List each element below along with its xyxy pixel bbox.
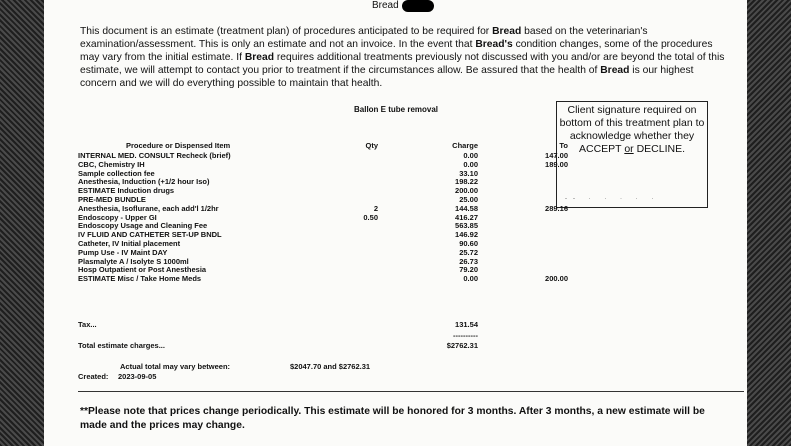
pet-name-header: Bread	[372, 0, 399, 11]
line-item-name: Endoscopy - Upper GI	[78, 212, 157, 222]
line-item-charge: 79.20	[459, 265, 478, 275]
column-header-item: Procedure or Dispensed Item	[126, 141, 231, 150]
line-item-charge: 198.22	[455, 177, 478, 187]
total-label: Total estimate charges...	[78, 341, 165, 350]
line-item-name: Plasmalyte A / Isolyte S 1000ml	[78, 256, 189, 266]
column-header-charge: Charge	[452, 141, 478, 150]
intro-text-2: based on the veterinarian's examination/assessment. This is only an estimate and not an invoice. In the event that	[80, 26, 648, 51]
signature-scan-marks: -- · · · · ·	[565, 196, 660, 202]
intro-text-1: This document is an estimate (treatment plan) of procedures anticipated to be required for	[80, 26, 493, 37]
intro-text-5: is our highest concern and we will do everything possible to maintain that health.	[80, 65, 694, 90]
signature-notice-text	[557, 104, 707, 156]
intro-pet-name-2: Bread's	[475, 39, 513, 51]
tax-label: Tax...	[78, 320, 97, 329]
estimate-title: Ballon E tube removal	[354, 105, 439, 114]
intro-pet-name-1: Bread	[492, 26, 522, 37]
line-item-charge: 26.73	[459, 256, 478, 266]
line-item-name: ESTIMATE Misc / Take Home Meds	[78, 274, 202, 284]
created-label: Created:	[78, 372, 109, 381]
line-item-charge: 0.00	[463, 151, 478, 160]
signature-notice-line1: Client signature required on bottom of this treatment plan to acknowledge whether they ACCEPT	[559, 104, 705, 155]
line-item-name: Sample collection fee	[78, 168, 155, 178]
line-item-total: 200.00	[545, 274, 568, 284]
tax-value: 131.54	[455, 320, 478, 329]
line-item-name: IV FLUID AND CATHETER SET-UP BNDL	[78, 230, 222, 240]
line-item-total: 189.00	[545, 159, 568, 169]
intro-pet-name-3: Bread	[244, 52, 274, 64]
line-item-charge: 33.10	[459, 168, 478, 178]
line-item-charge: 200.00	[455, 186, 478, 196]
line-item-name: PRE-MED BUNDLE	[78, 195, 146, 204]
line-item-charge: 563.85	[455, 221, 478, 231]
line-item-name: Endoscopy Usage and Cleaning Fee	[78, 221, 208, 231]
signature-notice-box	[556, 101, 708, 208]
range-value: $2047.70 and $2762.31	[290, 362, 371, 371]
line-item-charge: 25.00	[459, 195, 478, 204]
intro-pet-name-4: Bread	[600, 65, 630, 77]
line-item-name: Anesthesia, Induction (+1/2 hour Iso)	[78, 177, 210, 187]
line-item-charge: 0.00	[463, 159, 478, 169]
line-item-charge: 416.27	[455, 212, 478, 222]
redaction-mark	[402, 0, 434, 12]
line-item-name: ESTIMATE Induction drugs	[78, 186, 175, 196]
intro-paragraph	[80, 25, 730, 90]
signature-notice-line2: DECLINE.	[633, 143, 686, 155]
scanner-edge-right	[747, 0, 791, 446]
created-value: 2023-09-05	[118, 372, 157, 381]
line-item-name: CBC, Chemistry IH	[78, 159, 145, 169]
column-header-qty: Qty	[365, 141, 378, 150]
line-item-charge: 0.00	[463, 274, 478, 284]
line-item-qty: 2	[373, 203, 378, 213]
line-item-name: Pump Use - IV Maint DAY	[78, 247, 168, 257]
line-item-charge: 25.72	[459, 247, 478, 257]
line-item-name: Anesthesia, Isoflurane, each add'l 1/2hr	[78, 203, 219, 213]
estimate-document	[44, 0, 747, 446]
line-item-name: INTERNAL MED. CONSULT Recheck (brief)	[78, 151, 231, 160]
intro-text-4: requires additional treatments previously not discussed with you and/or are beyond the total of this estimate, we will attempt to contact you prior to treatment if the circumstances allow. Be assured that the health of	[80, 52, 725, 77]
divider	[78, 391, 744, 392]
intro-text-3: condition changes, some of the procedures may vary from the initial estimate. If	[80, 39, 713, 64]
scanner-edge-left	[0, 0, 44, 446]
line-item-qty: 0.50	[363, 212, 378, 222]
line-item-name: Hosp Outpatient or Post Anesthesia	[78, 265, 207, 275]
footer-note: **Please note that prices change periodically. This estimate will be honored for 3 months. After 3 months, a new estimate will be made and the prices may change.	[80, 406, 705, 431]
total-value: $2762.31	[446, 341, 478, 350]
subtotal-dashes: ----------	[453, 331, 478, 340]
line-item-charge: 146.92	[455, 230, 478, 240]
range-label: Actual total may vary between:	[120, 362, 231, 371]
line-item-charge: 90.60	[459, 239, 478, 248]
line-item-total: 147.00	[545, 151, 568, 160]
column-header-total: To	[559, 141, 568, 150]
signature-notice-or: or	[624, 143, 634, 155]
line-item-total: 289.16	[545, 203, 568, 213]
line-item-name: Catheter, IV Initial placement	[78, 239, 181, 248]
line-item-charge: 144.58	[455, 203, 478, 213]
